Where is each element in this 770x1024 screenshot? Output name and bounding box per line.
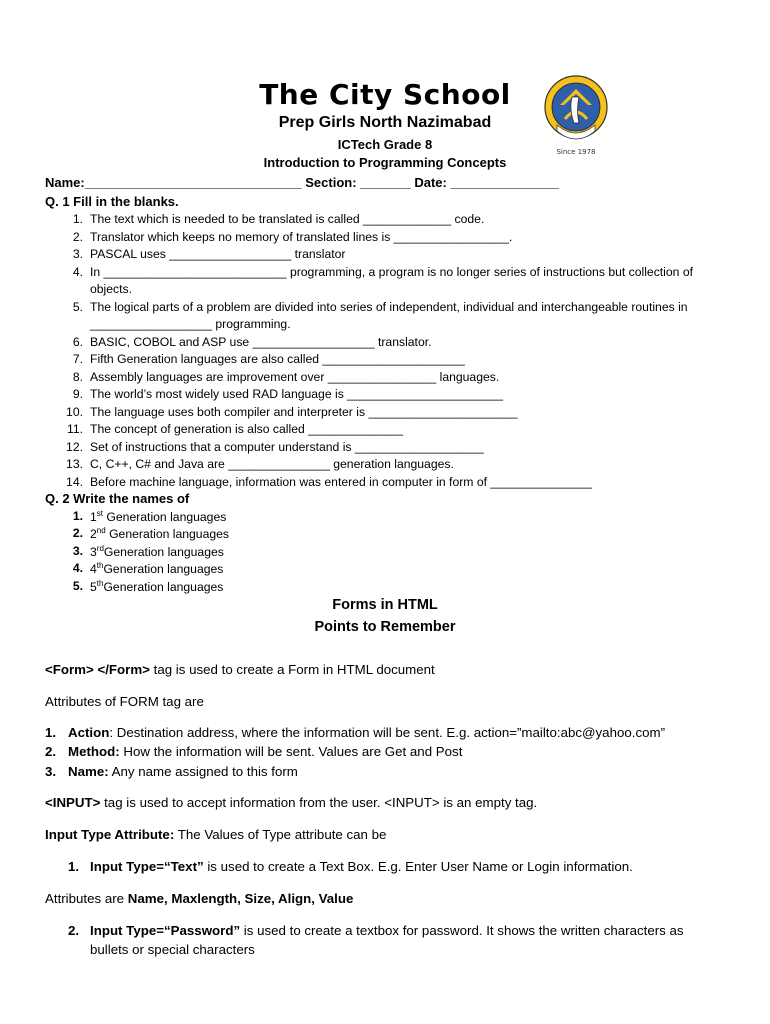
form-attribute-item: 1. Action: Destination address, where the information will be sent. E.g. action=”mailto:abc@yahoo.com” [45,725,665,740]
question-1-heading: Q. 1 Fill in the blanks. [45,194,179,209]
grade-label: ICTech Grade 8 [337,137,433,152]
form-attribute-item: 2. Method: How the information will be sent. Values are Get and Post [45,744,463,759]
forms-section-title: Forms in HTML [332,597,438,613]
school-title: The City School [259,78,511,111]
form-attribute-item: 3. Name: Any name assigned to this form [45,764,298,779]
form-tag-note: <Form> </Form> tag is used to create a Form in HTML document [45,662,435,677]
branch-name: Prep Girls North Nazimabad [278,114,492,131]
input-type-text-item: 1. Input Type=“Text” is used to create a Text Box. E.g. Enter User Name or Login information. [68,859,633,874]
forms-section-subtitle: Points to Remember [314,619,456,635]
input-type-attribute-note: Input Type Attribute: The Values of Type attribute can be [45,827,387,842]
input-type-password-continuation: bullets or special characters [90,942,255,957]
student-info-line: Name:______________________________ Section: _______ Date: _______________ [45,175,559,190]
question-2-heading: Q. 2 Write the names of [45,491,190,506]
input-type-password-item: 2. Input Type=“Password” is used to create a textbox for password. It shows the written characters as [68,923,684,938]
school-logo [543,75,609,161]
worksheet-page: The City School Prep Girls North Nazimabad ICTech Grade 8 Introduction to Programming Concepts Since 1978 Name:______________________________ Section: _______ Date: _______________ Q. 1 Fill in the blanks. 1. The text which is needed to be translated is called _____________ code. 2. Translator which keeps no memory of translated lines is _________________. 3. PASCAL uses __________________ translator 4. In ___________________________ programming, a program is no longer series of instructions but collection of objects. 5. The logical parts of a problem are divided into series of independent, individual and interchangeable routines in __________________ programming. 6. BASIC, COBOL and ASP use __________________ translator. 7. Fifth Generation languages are also called _____________________ 8. Assembly languages are improvement over ________________ languages. 9. The world’s most widely used RAD language is _______________________ 10. The language uses both compiler and interpreter is ______________________ 11. The concept of generation is also called ______________ 12. Set of instructions that a computer understand is ___________________ 13. C, C++, C# and Java are _______________ generation languages. 14. Before machine language, information was entered in computer in form of _______________ Q. 2 Write the names of 1. 1st Generation languages 2. 2nd Generation languages 3. 3rdGeneration languages 4. 4thGeneration languages 5. 5thGeneration languages Forms in HTML Points to Remember <Form> </Form> tag is used to create a Form in HTML document Attributes of FORM tag are 1. Action: Destination address, where the information will be sent. E.g. action=”mailto:abc@yahoo.com” 2. Method: How the information will be sent. Values are Get and Post 3. Name: Any name assigned to this form <INPUT> tag is used to accept information from the user. <INPUT> is an empty tag. Input Type Attribute: The Values of Type attribute can be 1. Input Type=“Text” is used to create a Text Box. E.g. Enter User Name or Login information. Attributes are Name, Maxlength, Size, Align, Value 2. Input Type=“Password” is used to create a textbox for password. It shows the written characters as bullets or special characters [0,0,770,1024]
input-tag-note: <INPUT> tag is used to accept information from the user. <INPUT> is an empty tag. [45,795,538,810]
form-attributes-intro: Attributes of FORM tag are [45,694,204,709]
logo-year: Since 1978 [556,148,596,156]
topic-label: Introduction to Programming Concepts [263,155,507,170]
text-attributes-note: Attributes are Name, Maxlength, Size, Align, Value [45,891,354,906]
